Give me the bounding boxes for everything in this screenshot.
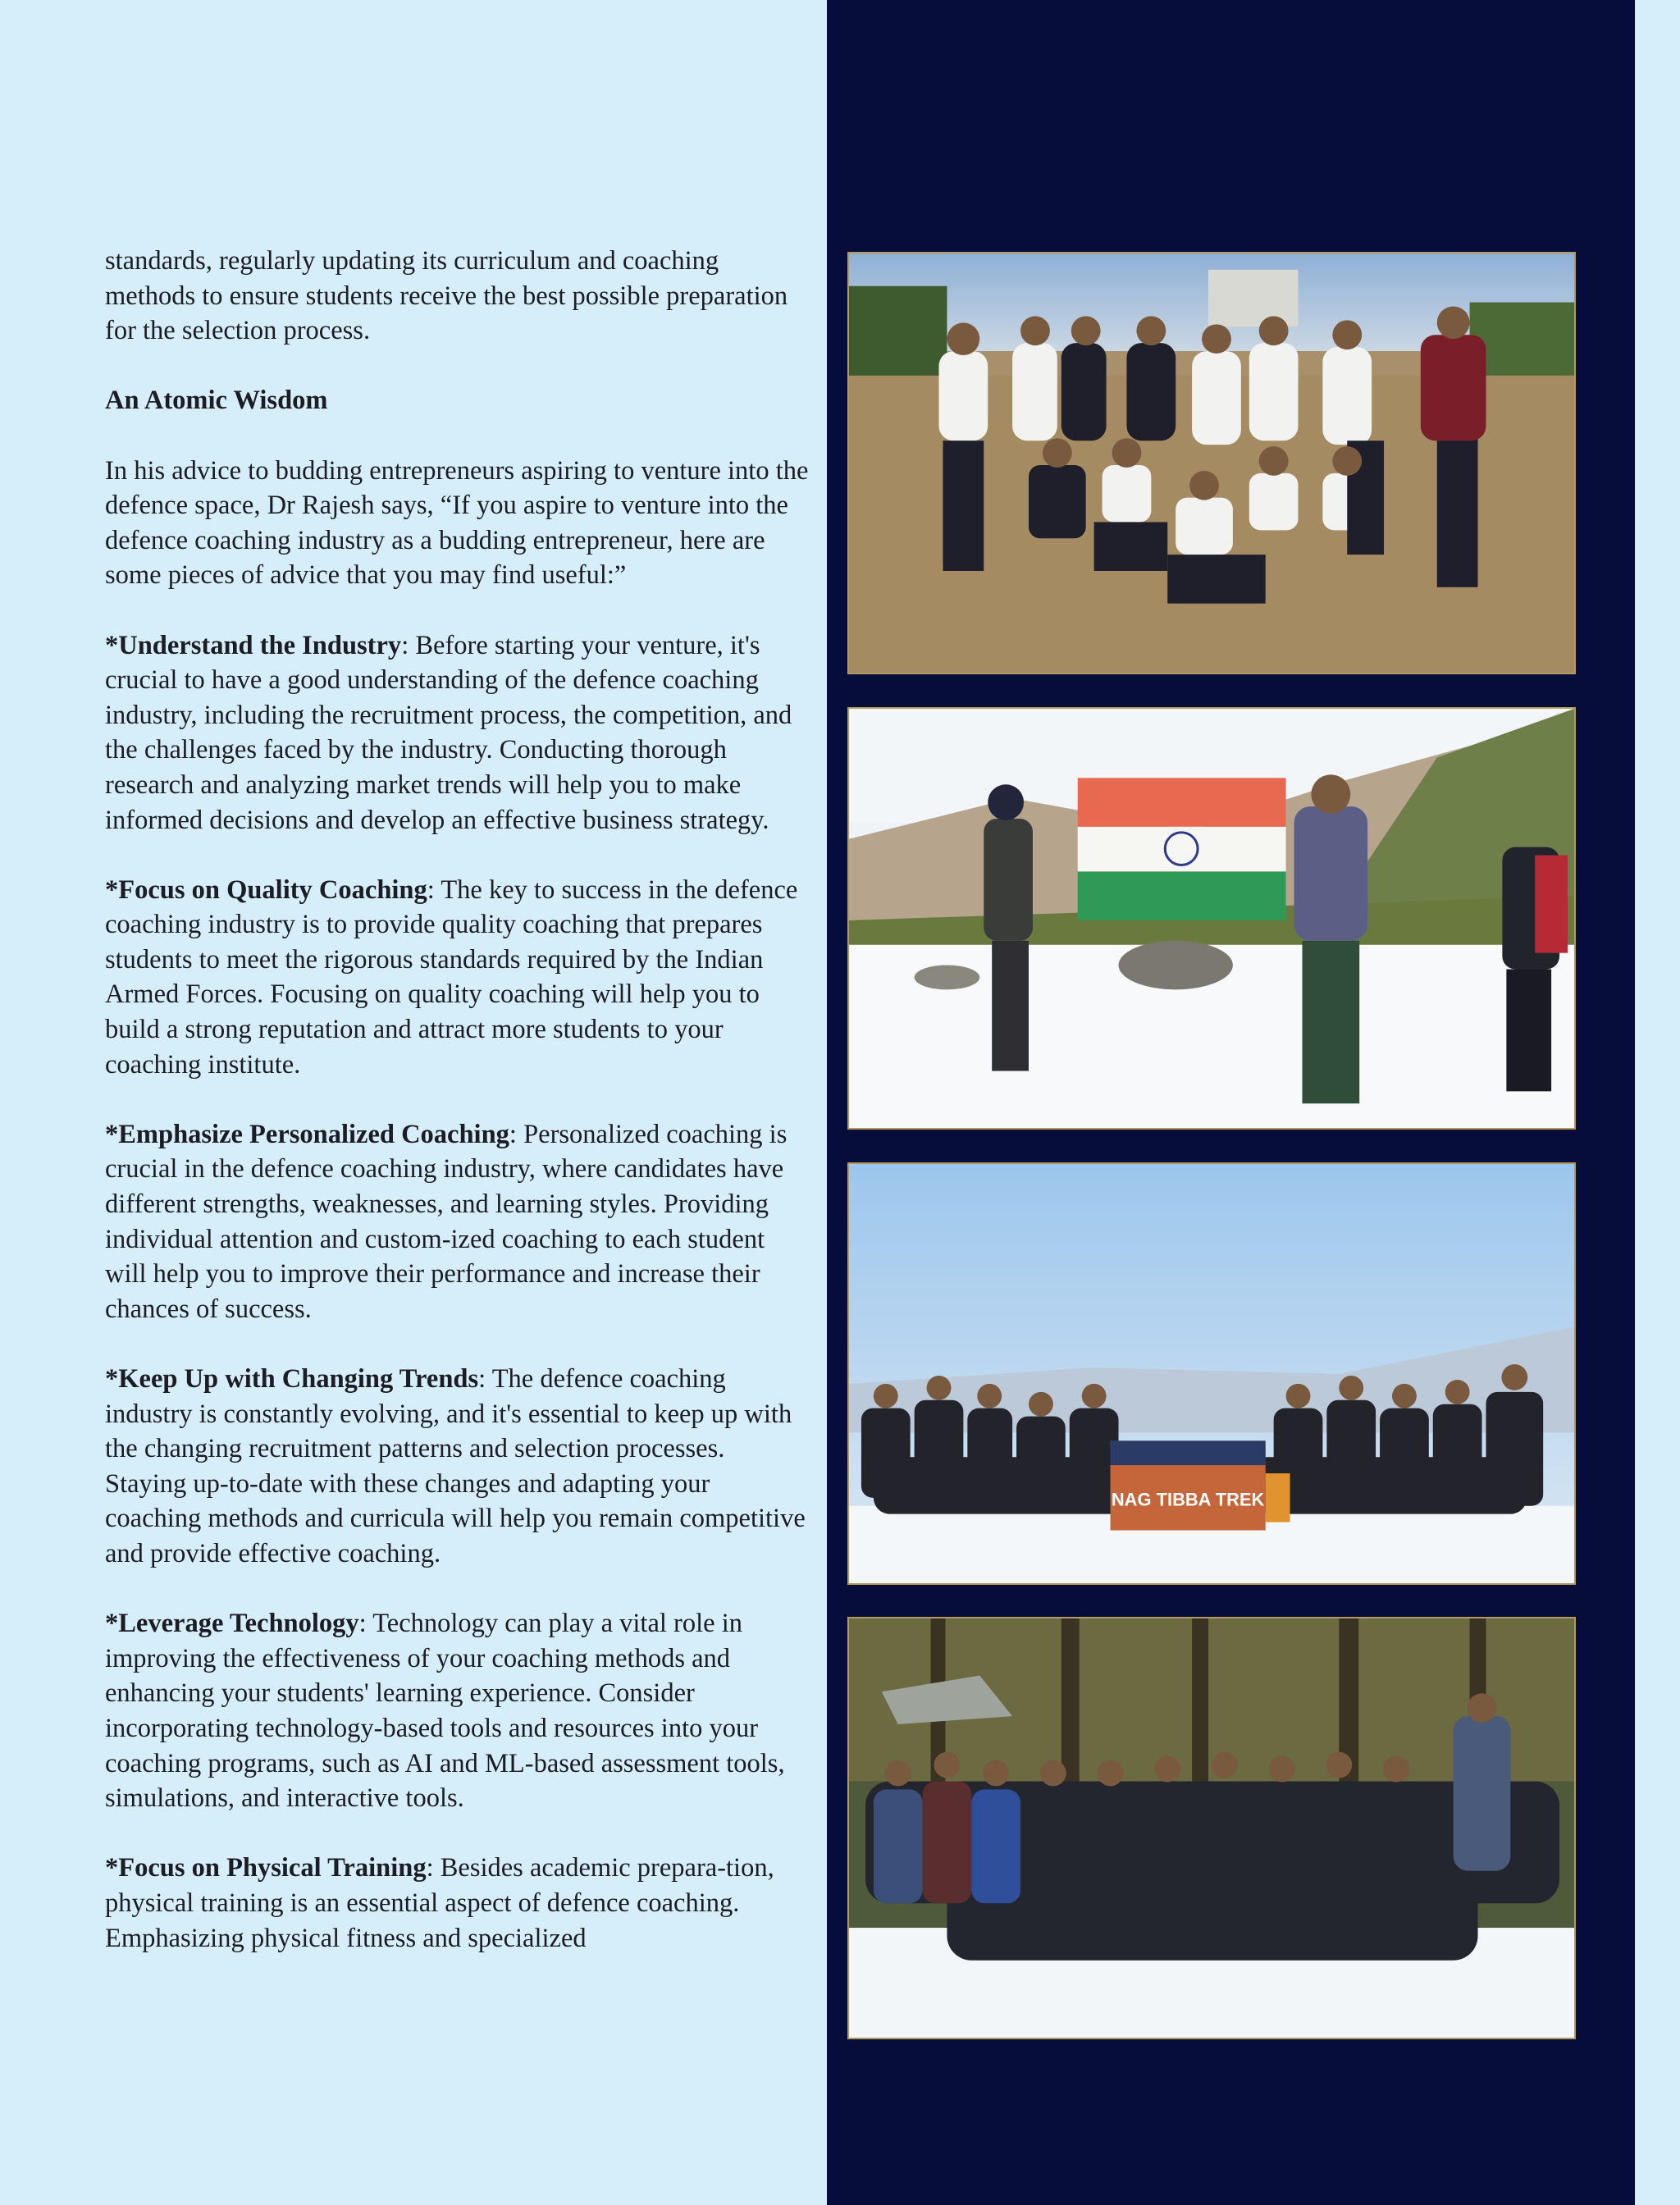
advice-body: : Before starting your venture, it's crucial to have a good understanding of the defence coaching industry, including the recruitment process, the competition, and the challenges faced by the industry. Conducting thorough research and analyzing market trends will help you to make informed decisions and develop an effective business strategy. <box>105 630 792 835</box>
advice-title: *Keep Up with Changing Trends <box>105 1364 479 1394</box>
advice-title: *Understand the Industry <box>105 630 402 660</box>
advice-title: *Emphasize Personalized Coaching <box>105 1119 509 1149</box>
photo-forest-group-image <box>849 1618 1574 2038</box>
section-heading: An Atomic Wisdom <box>105 386 328 416</box>
photo-group-field <box>847 252 1576 674</box>
photo-group-field-image <box>849 253 1574 673</box>
advice-point <box>105 873 810 1083</box>
advice-point <box>105 1606 810 1816</box>
advice-body: : Technology can play a vital role in improving the effectiveness of your coaching methods and enhancing your students' learning experience. Consider incorporating technology-based tools and resources into your coaching programs, such as AI and ML-based assessment tools, simulations, and interactive tools. <box>105 1609 785 1814</box>
advice-point <box>105 1117 810 1327</box>
advice-point <box>105 628 810 838</box>
photo-forest-group <box>847 1617 1576 2039</box>
trek-banner-text: NAG TIBBA TREK <box>1111 1489 1265 1510</box>
advice-point <box>105 1362 810 1572</box>
photo-nag-tibba-group <box>847 1162 1576 1585</box>
advice-point <box>105 1851 810 1956</box>
advice-body: : Besides academic prepara-tion, physical training is an essential aspect of defence coaching. Emphasizing physical fitness and specialized <box>105 1853 774 1953</box>
photo-flag-summit <box>847 707 1576 1130</box>
continued-paragraph: standards, regularly updating its curriculum and coaching methods to ensure students receive the best possible preparation for the selection process. <box>105 246 788 346</box>
page-edge-strip <box>1635 0 1680 2205</box>
photo-nag-tibba-group-image <box>849 1164 1574 1583</box>
intro-paragraph: In his advice to budding entrepreneurs aspiring to venture into the defence space, Dr Rajesh says, “If you aspire to venture into the defence coaching industry as a budding entrepreneur, here are some pieces of advice that you may find useful:” <box>105 455 809 591</box>
advice-body: : The key to success in the defence coaching industry is to provide quality coaching that prepares students to meet the rigorous standards required by the Indian Armed Forces. Focusing on quality coaching will help you to build a strong reputation and attract more students to your coaching institute. <box>105 874 798 1080</box>
advice-title: *Leverage Technology <box>105 1609 359 1639</box>
advice-title: *Focus on Physical Training <box>105 1853 427 1883</box>
photo-flag-summit-image <box>849 709 1574 1128</box>
advice-body: : Personalized coaching is crucial in the defence coaching industry, where candidates have different strengths, weaknesses, and learning styles. Providing individual attention and custom-ized coaching to each student will help you to improve their performance and increase their chances of success. <box>105 1119 788 1324</box>
advice-body: : The defence coaching industry is constantly evolving, and it's essential to keep up with the changing recruitment patterns and selection processes. Staying up-to-date with these changes and adapting your coaching methods and curricula will help you remain competitive and provide effective coaching. <box>105 1364 806 1568</box>
article-body <box>105 244 810 1991</box>
advice-title: *Focus on Quality Coaching <box>105 874 427 905</box>
